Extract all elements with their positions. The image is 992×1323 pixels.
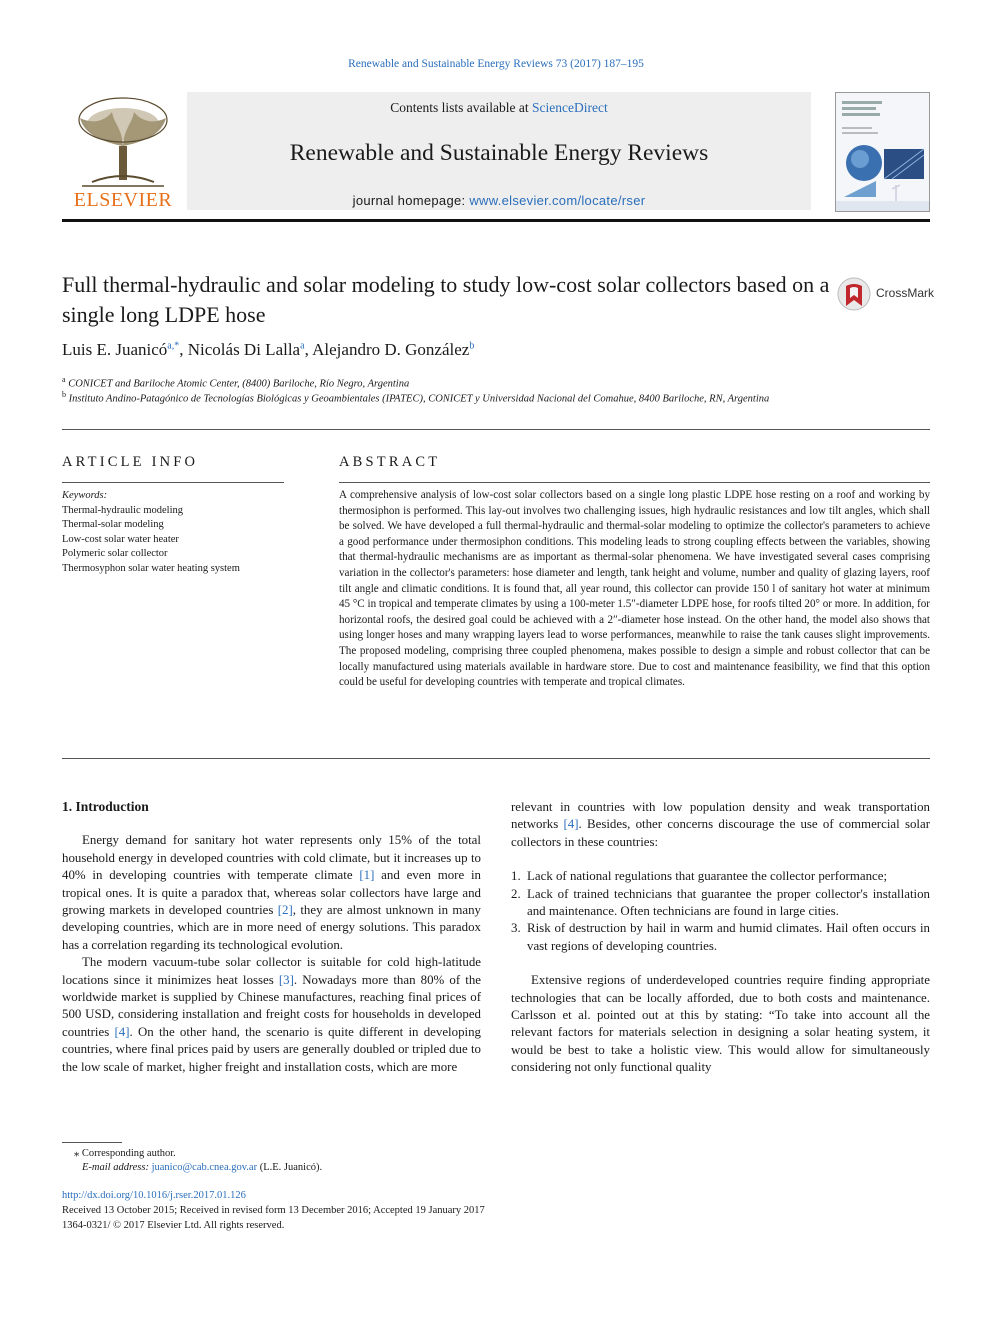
section-heading-introduction: 1. Introduction <box>62 799 149 814</box>
author-separator: , <box>179 340 188 359</box>
affiliation-mark: b <box>62 390 66 399</box>
list-number: 1. <box>511 869 521 884</box>
footnote-mark: ⁎ <box>74 1148 80 1159</box>
homepage-line <box>187 193 811 208</box>
author-list <box>62 340 474 360</box>
list-item-text: Lack of national regulations that guarantee the collector performance; <box>527 869 888 884</box>
journal-cover-thumbnail[interactable] <box>835 92 930 212</box>
author-name[interactable]: Nicolás Di Lalla <box>187 340 301 359</box>
journal-reference[interactable]: Renewable and Sustainable Energy Reviews 73 (2017) 187–195 <box>348 58 644 70</box>
crossmark-icon <box>836 276 872 312</box>
elsevier-tree-icon <box>62 94 184 190</box>
corresponding-author-note <box>74 1147 176 1159</box>
affiliation <box>62 388 862 407</box>
received-dates: Received 13 October 2015; Received in revised form 13 December 2016; Accepted 19 January 2017 <box>62 1205 485 1216</box>
article-info-heading: ARTICLE INFO <box>62 454 199 470</box>
list-item-text: Lack of trained technicians that guarantee the proper collector's installation and maintenance. Often technicians are found in large cities. <box>527 886 930 919</box>
crossmark-label: CrossMark <box>876 286 935 300</box>
author-affiliation-mark[interactable]: b <box>469 340 475 352</box>
author-separator: , <box>304 340 313 359</box>
author-affiliation-mark[interactable]: a <box>300 340 305 352</box>
doi-link[interactable]: http://dx.doi.org/10.1016/j.rser.2017.01.126 <box>62 1190 246 1201</box>
footnote-divider <box>62 1142 122 1143</box>
journal-cover-image <box>836 93 929 211</box>
copyright-line: 1364-0321/ © 2017 Elsevier Ltd. All rights reserved. <box>62 1220 285 1231</box>
abstract-bottom-divider <box>62 758 930 759</box>
homepage-link[interactable]: www.elsevier.com/locate/rser <box>469 193 646 208</box>
concerns-list <box>511 868 930 955</box>
abstract-divider <box>339 482 930 483</box>
affiliation-text: Instituto Andino-Patagónico de Tecnologías Biológicas y Geoambientales (IPATEC), CONICET y Universidad Nacional del Comahue, 8400 Bariloche, RN, Argentina <box>68 393 770 405</box>
elsevier-wordmark: ELSEVIER <box>73 189 173 211</box>
affiliation-text: CONICET and Bariloche Atomic Center, (8400) Bariloche, Río Negro, Argentina <box>68 378 410 390</box>
paragraph <box>62 832 481 954</box>
paragraph-text: The modern vacuum-tube solar collector is suitable for cold high-latitude locations since it minimizes heat losses <box>62 955 481 987</box>
body-right-column <box>511 799 930 1077</box>
paragraph-text: and even more in tropical ones. It is quite a paradox that, whereas solar collectors have large and growing markets in developed countries <box>62 868 481 918</box>
affiliation-mark: a <box>62 375 66 384</box>
citation-link[interactable]: [4] <box>563 817 579 832</box>
keyword-item: Thermosyphon solar water heating system <box>62 562 240 574</box>
keywords-block <box>62 489 284 577</box>
paragraph <box>511 799 930 851</box>
email-suffix: (L.E. Juanicó). <box>257 1162 323 1173</box>
author-name[interactable]: Luis E. Juanicó <box>62 340 168 359</box>
abstract-text: A comprehensive analysis of low-cost solar collectors based on a single long plastic LDPE hose resting on a roof and working by thermosiphon is performed. This lay-out involves two challenging issues, high hydraulic resistances and low tilt angles, which shall be solved. We have developed a full thermal-hydraulic and thermal-solar modeling to optimize the collector's parameters to achieve a good performance under thermosiphon conditions. This modeling leads to strong coupling effects between the variables, showing that thermal-hydraulic mechanisms are as important as thermal-solar phenomena. We have investigated several cases comprising variation in the collector's parameters: hose diameter and length, tank height and volume, number and quality of glazing layers, roof tilt angle and climatic conditions. It is found that, all year round, this collector can provide 150 l of sanitary hot water at minimum 45 °C in tropical and temperate climates by using a 100-meter 1.5″-diameter LDPE hose, for roofs tilted 20° or more. In addition, for horizontal roofs, the desired goal could be achieved with a 2″-diameter hose instead. On the other hand, the model also shows that using longer hoses and many wrapping layers lead to worse performances, meanwhile to raise the tank causes slight improvements. The proposed modeling, comprising three coupled phenomena, makes possible to design a simple and robust collector that can be locally manufactured using materials available in hardware store. Due to cost and maintenance feasibility, we find that this option could be useful for developing countries with temperate and tropical climates. <box>339 489 930 689</box>
contents-line <box>187 100 811 116</box>
list-item <box>511 886 930 921</box>
email-label: E-mail address: <box>82 1162 152 1173</box>
footnote-text: Corresponding author. <box>79 1148 176 1159</box>
contents-prefix: Contents lists available at <box>390 100 532 115</box>
paragraph <box>62 954 481 1076</box>
paragraph-text: . Besides, other concerns discourage the use of commercial solar collectors in these countries: <box>511 817 931 849</box>
author-affiliation-mark[interactable]: a,* <box>167 340 180 352</box>
article-info-divider <box>62 482 284 483</box>
header-divider <box>62 219 930 222</box>
citation-link[interactable]: [4] <box>114 1024 130 1039</box>
paragraph-text: Energy demand for sanitary hot water represents only 15% of the total household energy in developed countries with cold climate, but it increases up to 40% in developing countries with temperate climate <box>62 833 481 883</box>
keywords-label: Keywords: <box>62 490 108 501</box>
paragraph-text: relevant in countries with low population density and weak transportation networks <box>511 800 930 832</box>
citation-link[interactable]: [2] <box>277 903 293 918</box>
list-number: 3. <box>511 921 521 936</box>
sciencedirect-link[interactable]: ScienceDirect <box>532 100 608 115</box>
email-note <box>82 1162 322 1173</box>
affiliation-divider <box>62 429 930 430</box>
elsevier-logo <box>62 94 184 212</box>
citation-link[interactable]: [1] <box>359 868 375 883</box>
list-number: 2. <box>511 886 521 901</box>
keyword-item: Polymeric solar collector <box>62 548 168 560</box>
keyword-item: Thermal-solar modeling <box>62 519 164 531</box>
body-left-column <box>62 798 481 1076</box>
homepage-prefix: journal homepage: <box>352 193 470 208</box>
abstract-heading: ABSTRACT <box>339 454 441 470</box>
email-link[interactable]: juanico@cab.cnea.gov.ar <box>151 1162 258 1173</box>
crossmark-badge[interactable] <box>836 276 936 312</box>
list-item-text: Risk of destruction by hail in warm and humid climates. Hail often occurs in vast regions of developing countries. <box>527 921 930 953</box>
list-item <box>511 868 930 885</box>
paragraph-text: , they are almost unknown in many developing countries, which are in more need of energy solutions. This paradox has a correlation regarding its technological evolution. <box>62 903 481 952</box>
paragraph-text: . Nowadays more than 80% of the worldwide market is supplied by Chinese manufactures, reaching final prices of 500 USD, considering installation and freight costs for households in developed countries <box>62 972 481 1039</box>
journal-title: Renewable and Sustainable Energy Reviews <box>289 140 709 166</box>
article-meta <box>62 1188 485 1233</box>
paragraph-text: . On the other hand, the scenario is quite different in developing countries, where final prices paid by users are generally doubled or tripled due to the low scale of market, higher freight and installation costs, which are more <box>62 1024 481 1074</box>
article-title: Full thermal-hydraulic and solar modeling to study low-cost solar collectors based on a single long LDPE hose <box>62 272 830 327</box>
keyword-item: Thermal-hydraulic modeling <box>62 504 184 516</box>
list-item <box>511 920 930 955</box>
journal-banner <box>187 92 811 210</box>
author-name[interactable]: Alejandro D. González <box>312 340 470 359</box>
paragraph: Extensive regions of underdeveloped countries require finding appropriate technologies that can be locally afforded, due to both costs and maintenance. Carlsson et al. pointed out at this by stating: “To take into account all the relevant factors for materials selection in designing a solar heating system, it would be best to take a holistic view. This would allow for simultaneously considering not only functional quality <box>511 973 930 1075</box>
citation-link[interactable]: [3] <box>278 972 294 987</box>
keyword-item: Low-cost solar water heater <box>62 533 179 545</box>
